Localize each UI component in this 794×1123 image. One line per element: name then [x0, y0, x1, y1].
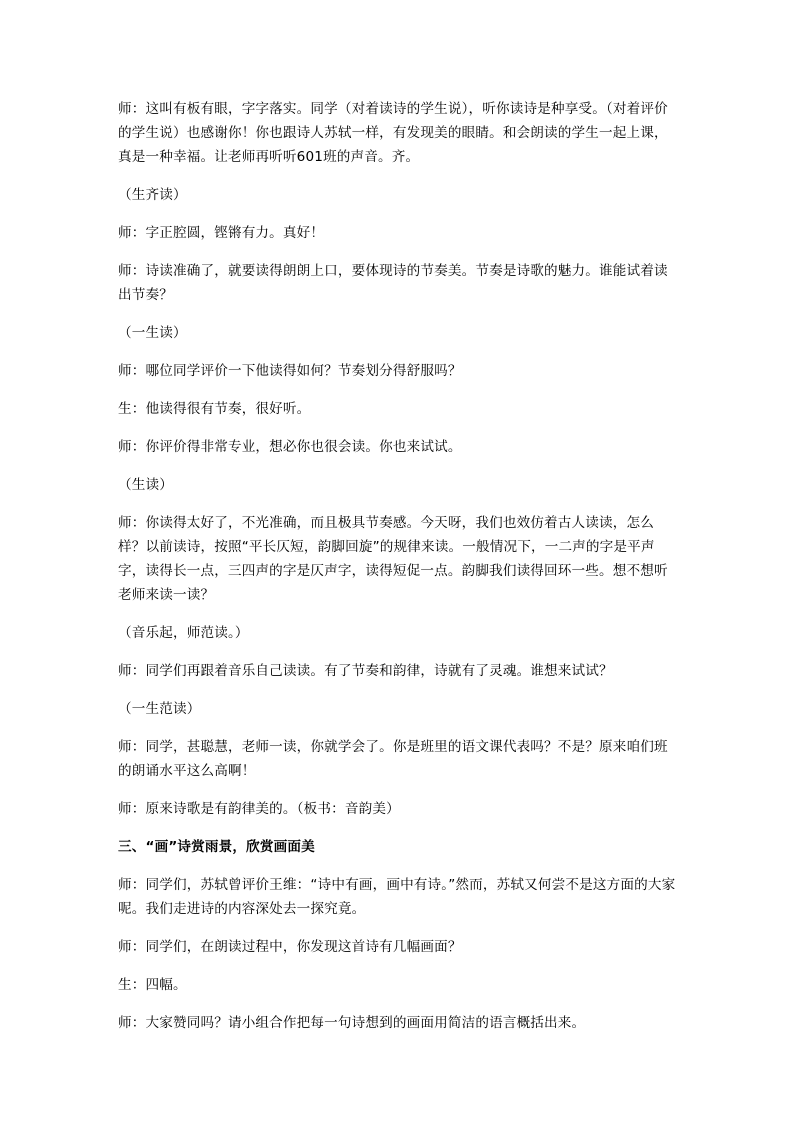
paragraph: 师：字正腔圆，铿锵有力。真好！ — [118, 225, 325, 241]
paragraph: 师：大家赞同吗？请小组合作把每一句诗想到的画面用简洁的语言概括出来。 — [118, 1015, 586, 1031]
paragraph: （生齐读） — [118, 187, 187, 203]
paragraph: 生：四幅。 — [118, 977, 187, 993]
paragraph: 师：同学，甚聪慧，老师一读，你就学会了。你是班里的语文课代表吗？不是？原来咱们班的朗诵水平这么高啊！ — [118, 739, 668, 779]
paragraph: 师：原来诗歌是有韵律美的。（板书：音韵美） — [118, 801, 400, 817]
paragraph: 师：同学们，在朗读过程中，你发现这首诗有几幅画面？ — [118, 939, 462, 955]
paragraph: （一生读） — [118, 325, 187, 341]
paragraph: 师：哪位同学评价一下他读得如何？节奏划分得舒服吗？ — [118, 363, 462, 379]
paragraph: （一生范读） — [118, 701, 201, 717]
paragraph: 师：同学们，苏轼曾评价王维：“诗中有画，画中有诗。”然而，苏轼又何尝不是这方面的大家呢。我们走进诗的内容深处去一探究竟。 — [118, 877, 676, 917]
paragraph: （音乐起，师范读。） — [118, 625, 249, 641]
paragraph: 师：你读得太好了，不光准确，而且极具节奏感。今天呀，我们也效仿着古人读读，怎么样？以前读诗，按照“平长仄短，韵脚回旋”的规律来读。一般情况下，一二声的字是平声字，读得长一点，三四声的字是仄声字，读得短促一点。韵脚我们读得回环一些。想不想听老师来读一读？ — [118, 515, 668, 603]
section-heading: 三、“画”诗赏雨景，欣赏画面美 — [118, 839, 315, 855]
paragraph: 生：他读得很有节奏，很好听。 — [118, 401, 311, 417]
paragraph: 师：同学们再跟着音乐自己读读。有了节奏和韵律，诗就有了灵魂。谁想来试试？ — [118, 663, 613, 679]
paragraph: 师：你评价得非常专业，想必你也很会读。你也来试试。 — [118, 439, 462, 455]
paragraph: 师：诗读准确了，就要读得朗朗上口，要体现诗的节奏美。节奏是诗歌的魅力。谁能试着读出节奏？ — [118, 263, 668, 303]
document-page — [118, 97, 678, 1049]
paragraph: （生读） — [118, 477, 173, 493]
paragraph: 师：这叫有板有眼，字字落实。同学（对着读诗的学生说），听你读诗是种享受。（对着评价的学生说）也感谢你！你也跟诗人苏轼一样，有发现美的眼睛。和会朗读的学生一起上课，真是一种幸福。让老师再听听601班的声音。齐。 — [118, 101, 668, 165]
